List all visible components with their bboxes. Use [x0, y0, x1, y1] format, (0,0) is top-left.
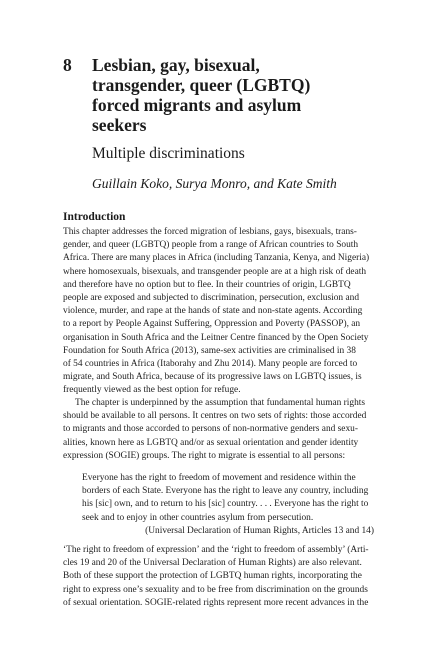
chapter-title	[92, 55, 392, 135]
text-line: to migrants and those accorded to persons of non-normative genders and sexu-	[63, 424, 358, 435]
text-line: This chapter addresses the forced migration of lesbians, gays, bisexuals, trans-	[63, 227, 357, 237]
chapter-title-line: transgender, queer (LGBTQ)	[92, 75, 311, 95]
text-line: cles 19 and 20 of the Universal Declaration of Human Rights) are also relevant.	[63, 558, 362, 569]
chapter-subtitle: Multiple discriminations	[92, 145, 245, 162]
block-quote	[82, 472, 382, 538]
paragraph-introduction	[63, 226, 381, 397]
chapter-authors: Guillain Koko, Surya Monro, and Kate Smith	[92, 176, 337, 191]
quote-line: his [sic] own, and to return to his [sic] country. . . . Everyone has the right to	[82, 499, 369, 510]
text-line: and therefore have no option but to flee. In their countries of origin, LGBTQ	[63, 279, 351, 290]
text-line: right to express one’s sexuality and to be free from discrimination on the grounds	[63, 584, 368, 595]
chapter-number: 8	[63, 55, 72, 75]
quote-line: seek and to enjoy in other countries asylum from persecution.	[82, 512, 314, 523]
text-line: of sexual orientation. SOGIE-related rights represent more recent advances in the	[63, 597, 369, 608]
text-line: of 54 countries in Africa (Itaborahy and Zhu 2014). Many people are forced to	[63, 358, 358, 369]
quote-line: borders of each State. Everyone has the right to leave any country, including	[82, 486, 369, 497]
section-heading: Introduction	[63, 211, 126, 223]
text-line: The chapter is underpinned by the assumption that fundamental human rights	[75, 398, 366, 408]
quote-line: Everyone has the right to freedom of movement and residence within the	[82, 473, 356, 483]
chapter-title-line: Lesbian, gay, bisexual,	[92, 55, 260, 75]
text-line: Africa. There are many places in Africa (including Tanzania, Kenya, and Nigeria)	[63, 253, 370, 264]
text-line: Both of these support the protection of LGBTQ human rights, incorporating the	[63, 571, 362, 582]
chapter-title-line: seekers	[92, 115, 147, 135]
text-line: migrate, and South Africa, because of its progressive laws on LGBTQ issues, is	[63, 372, 362, 383]
text-line: people are exposed and subjected to discrimination, persecution, exclusion and	[63, 292, 360, 303]
text-line: ‘The right to freedom of expression’ and the ‘right to freedom of assembly’ (Arti-	[63, 545, 369, 555]
text-line: where homosexuals, bisexuals, and transgender people are at a high risk of death	[63, 266, 367, 277]
text-line: should be available to all persons. It centres on two sets of rights: those accorded	[63, 411, 367, 422]
text-line: organisation in South Africa and the Leitner Centre financed by the Open Society	[63, 332, 369, 343]
text-line: gender, and queer (LGBTQ) people from a range of African countries to South	[63, 240, 359, 251]
text-line: Foundation for South Africa (2013), same-sex activities are criminalised in 38	[63, 345, 356, 356]
paragraph-freedoms	[63, 544, 381, 610]
quote-citation: (Universal Declaration of Human Rights, Articles 13 and 14)	[145, 525, 374, 536]
text-line: expression (SOGIE) groups. The right to migrate is essential to all persons:	[63, 450, 346, 461]
paragraph-rights	[63, 397, 381, 463]
text-line: alities, known here as LGBTQ and/or as sexual orientation and gender identity	[63, 437, 359, 448]
text-line: frequently viewed as the best option for refuge.	[63, 385, 241, 396]
chapter-title-line: forced migrants and asylum	[92, 95, 302, 115]
text-line: violence, murder, and rape at the hands of state and non-state agents. According	[63, 306, 363, 317]
text-line: to a report by People Against Suffering, Oppression and Poverty (PASSOP), an	[63, 319, 361, 330]
